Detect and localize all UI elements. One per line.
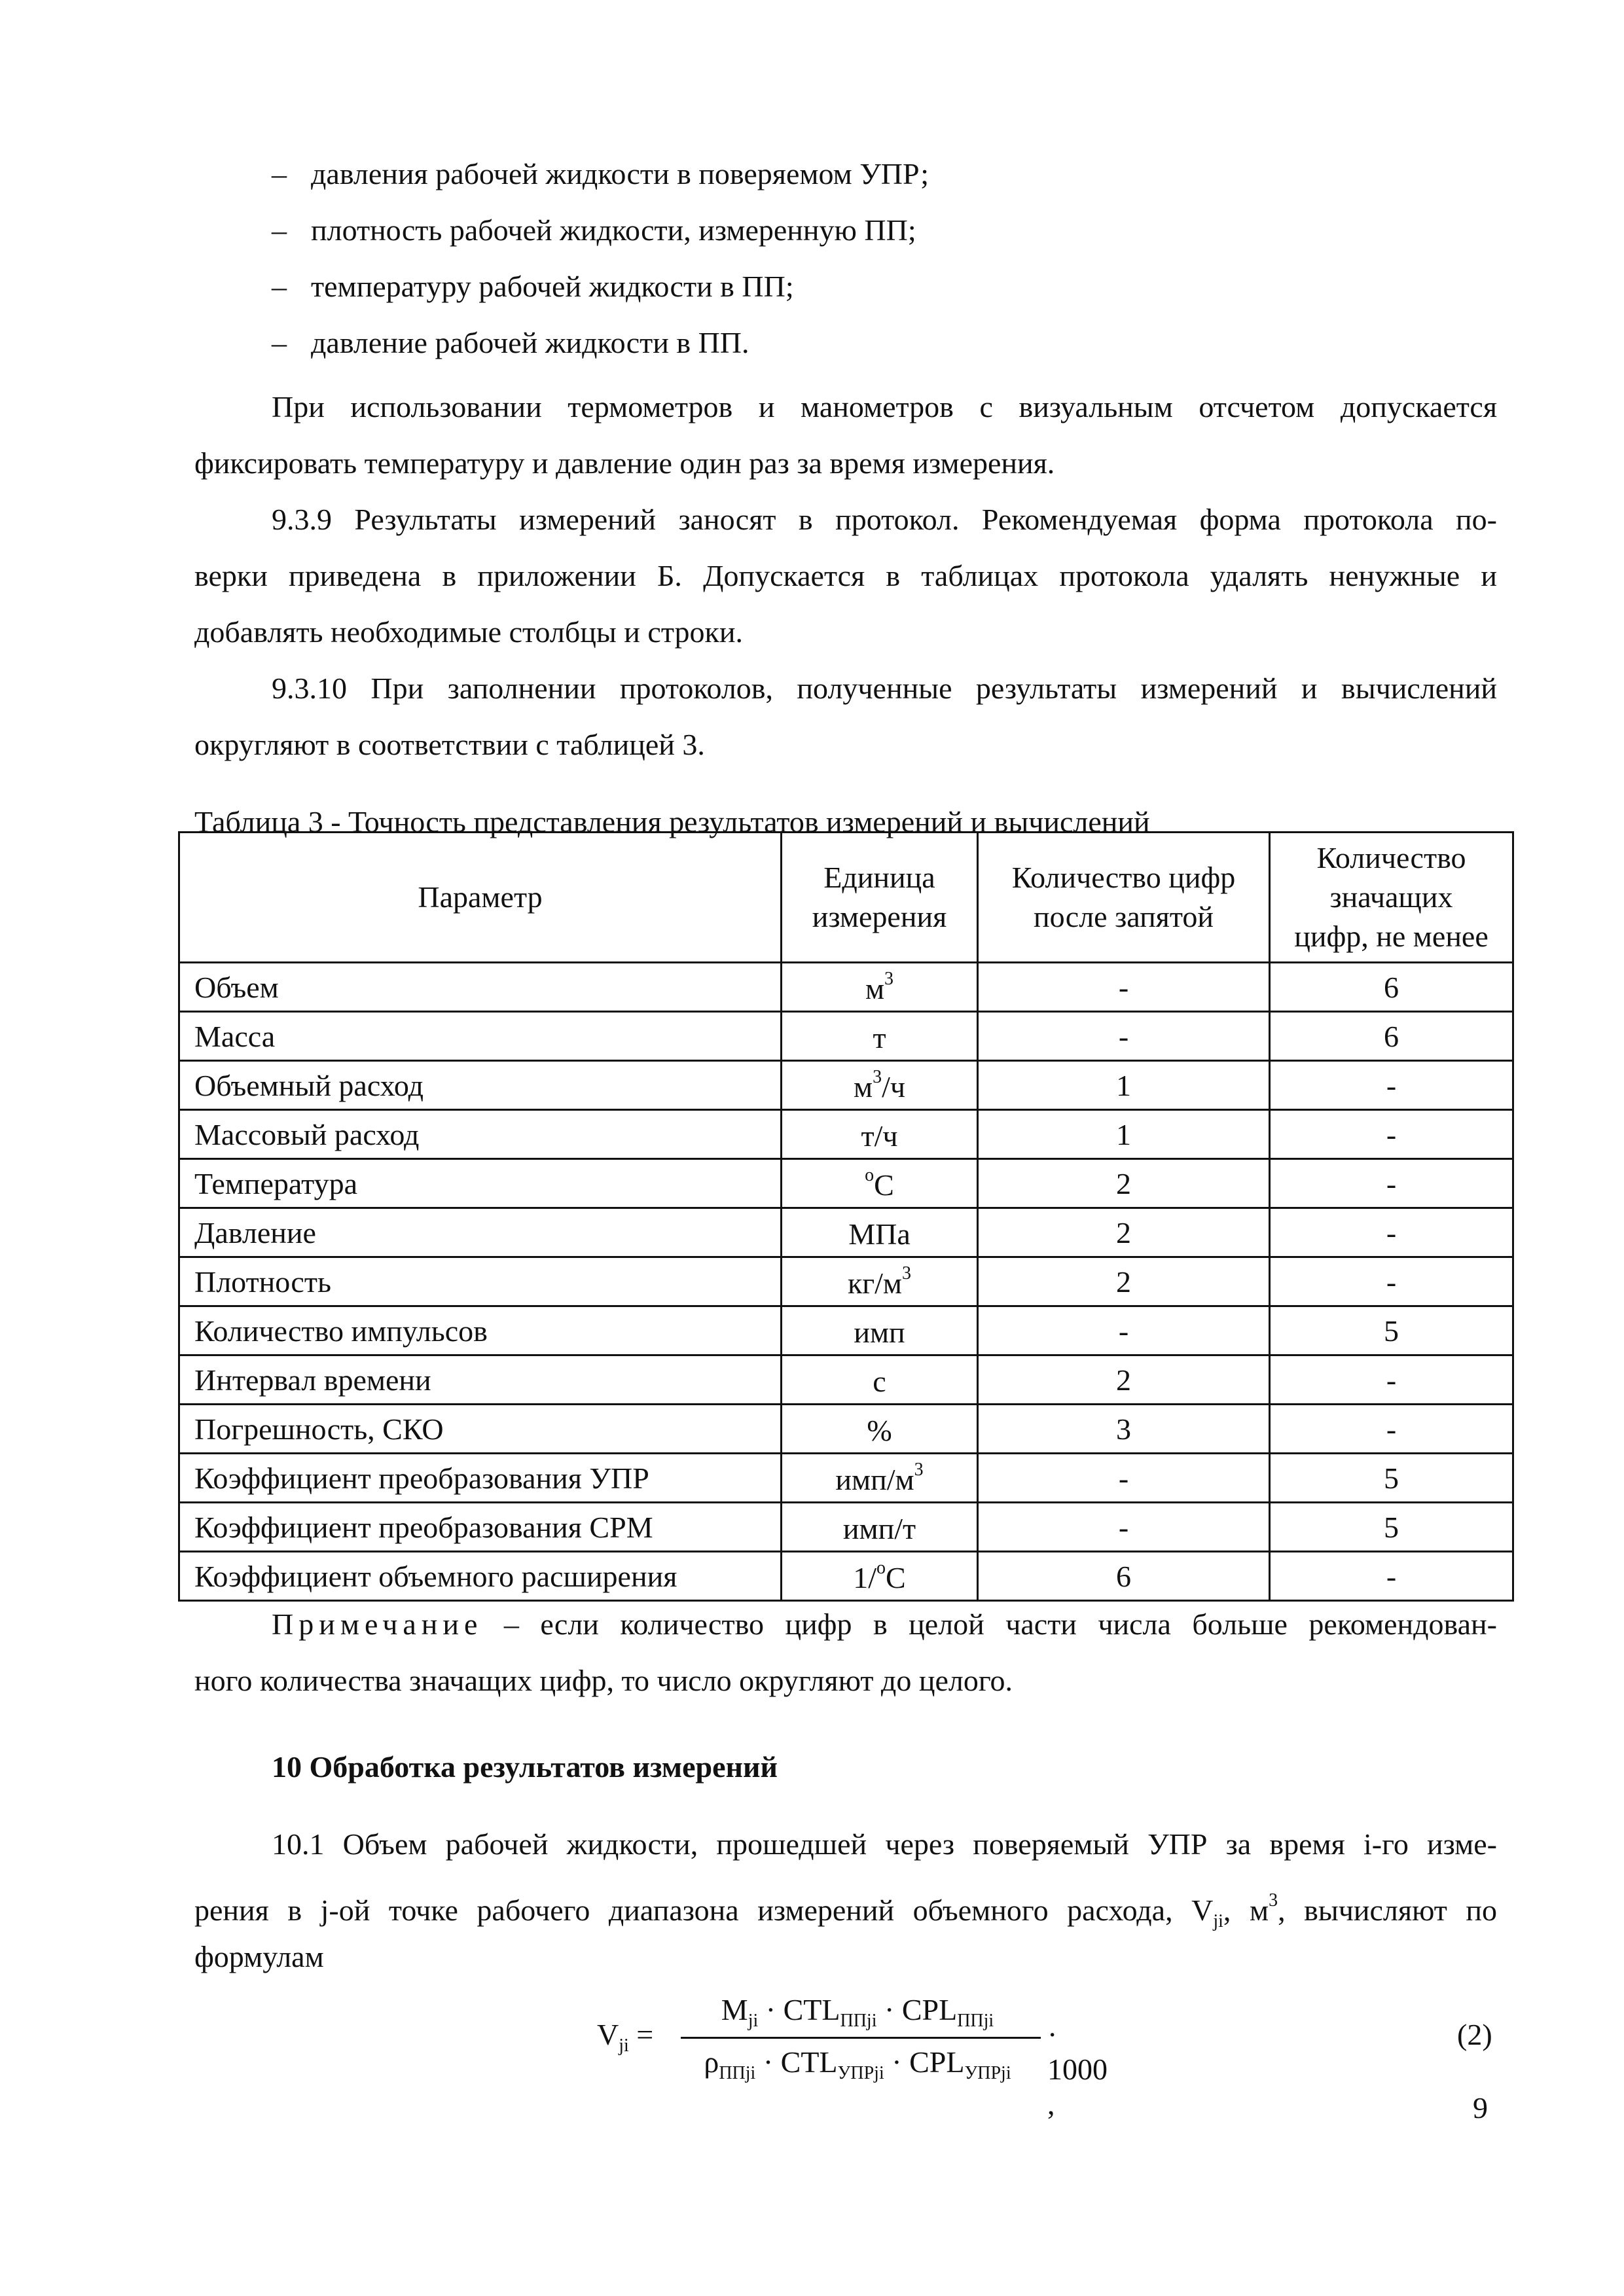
significant-cell: - <box>1270 1257 1513 1306</box>
section-heading: 10 Обработка результатов измерений <box>272 1750 778 1784</box>
note-line: ного количества значащих цифр, то число округляют до целого. <box>194 1664 1013 1697</box>
param-cell: Объем <box>179 963 782 1012</box>
significant-cell: 6 <box>1270 963 1513 1012</box>
param-cell: Объемный расход <box>179 1061 782 1110</box>
list-item-text: температуру рабочей жидкости в ПП; <box>311 270 794 303</box>
decimals-cell: - <box>978 1454 1270 1503</box>
unit-cell: 1/$^о$С <box>782 1552 978 1601</box>
unit-cell: $^о$С <box>782 1159 978 1208</box>
table-row <box>179 1405 1513 1454</box>
param-cell: Масса <box>179 1012 782 1061</box>
significant-cell: - <box>1270 1061 1513 1110</box>
table-row <box>179 1503 1513 1552</box>
significant-cell: 5 <box>1270 1503 1513 1552</box>
significant-cell: - <box>1270 1355 1513 1405</box>
list-item-text: плотность рабочей жидкости, измеренную ПП; <box>311 213 916 247</box>
paragraph-line: При использовании термометров и манометров с визуальным отсчетом допускается <box>272 390 1497 423</box>
significant-cell: - <box>1270 1405 1513 1454</box>
decimals-cell: - <box>978 1306 1270 1355</box>
list-item-text: давление рабочей жидкости в ПП. <box>311 326 749 359</box>
param-cell: Коэффициент преобразования УПР <box>179 1454 782 1503</box>
table-row <box>179 1454 1513 1503</box>
paragraph-line: рения в j-ой точке рабочего диапазона измерений объемного расхода, $V_{ji}$, $м^3$, вычисляют по <box>194 1890 1498 1931</box>
table-caption: Таблица 3 - Точность представления результатов измерений и вычислений <box>194 805 1150 838</box>
decimals-cell: 6 <box>978 1552 1270 1601</box>
table-row <box>179 1110 1513 1159</box>
unit-cell: имп <box>782 1306 978 1355</box>
bullet-dash: – <box>272 270 287 303</box>
formula-denominator: $\rho_{ППji} \cdot CTL_{УПРji} \cdot CPL_{УПРji}$ <box>704 2045 1011 2083</box>
param-cell: Количество импульсов <box>179 1306 782 1355</box>
significant-cell: - <box>1270 1110 1513 1159</box>
significant-cell: 5 <box>1270 1454 1513 1503</box>
param-cell: Погрешность, СКО <box>179 1405 782 1454</box>
unit-cell: с <box>782 1355 978 1405</box>
note-text: – если количество цифр в целой части числа больше рекомендован- <box>503 1607 1497 1641</box>
param-cell: Интервал времени <box>179 1355 782 1405</box>
decimals-cell: - <box>978 1503 1270 1552</box>
list-item <box>272 211 916 250</box>
unit-cell: имп/т <box>782 1503 978 1552</box>
unit-cell: т <box>782 1012 978 1061</box>
unit-cell: МПа <box>782 1208 978 1257</box>
table-row <box>179 1159 1513 1208</box>
list-item <box>272 154 929 194</box>
param-cell: Плотность <box>179 1257 782 1306</box>
significant-cell: - <box>1270 1159 1513 1208</box>
paragraph-line: верки приведена в приложении Б. Допускается в таблицах протокола удалять ненужные и <box>194 559 1497 592</box>
paragraph-line: фиксировать температуру и давление один раз за время измерения. <box>194 446 1055 480</box>
header-significant: Количество значащих цифр, не менее <box>1270 833 1513 963</box>
paragraph-line: формулам <box>194 1940 324 1973</box>
decimals-cell: 2 <box>978 1257 1270 1306</box>
unit-cell: % <box>782 1405 978 1454</box>
paragraph-line: 10.1 Объем рабочей жидкости, прошедшей через поверяемый УПР за время i-го изме- <box>272 1827 1497 1861</box>
table-header-row <box>179 833 1513 963</box>
note-line <box>272 1605 1497 1644</box>
table-row <box>179 1061 1513 1110</box>
formula-numerator: $M_{ji} \cdot CTL_{ППji} \cdot CPL_{ППji}$ <box>721 1993 994 2031</box>
table-row <box>179 1306 1513 1355</box>
bullet-dash: – <box>272 157 287 190</box>
decimals-cell: 1 <box>978 1110 1270 1159</box>
fraction-bar <box>681 2037 1041 2039</box>
list-item-text: давления рабочей жидкости в поверяемом УПР; <box>311 157 929 190</box>
header-unit: Единица измерения <box>782 833 978 963</box>
unit-cell: $кг/м^3$ <box>782 1257 978 1306</box>
param-cell: Коэффициент преобразования СРМ <box>179 1503 782 1552</box>
table-row <box>179 1355 1513 1405</box>
decimals-cell: 2 <box>978 1208 1270 1257</box>
significant-cell: 6 <box>1270 1012 1513 1061</box>
decimals-cell: - <box>978 963 1270 1012</box>
page-number: 9 <box>1473 2091 1488 2125</box>
equation-number: (2) <box>1457 2018 1492 2051</box>
formula-lhs: $V_{ji}$ = <box>597 2018 654 2056</box>
list-item <box>272 323 749 363</box>
table-row <box>179 1012 1513 1061</box>
paragraph-line: округляют в соответствии с таблицей 3. <box>194 728 705 761</box>
precision-table <box>178 831 1514 1602</box>
decimals-cell: - <box>978 1012 1270 1061</box>
paragraph-line: 9.3.10 При заполнении протоколов, полученные результаты измерений и вычислений <box>272 672 1497 705</box>
table-row <box>179 1208 1513 1257</box>
unit-cell: имп/$м^3$ <box>782 1454 978 1503</box>
significant-cell: - <box>1270 1208 1513 1257</box>
significant-cell: - <box>1270 1552 1513 1601</box>
header-decimals: Количество цифр после запятой <box>978 833 1270 963</box>
bullet-dash: – <box>272 326 287 359</box>
paragraph-line: добавлять необходимые столбцы и строки. <box>194 615 743 649</box>
significant-cell: 5 <box>1270 1306 1513 1355</box>
unit-cell: т/ч <box>782 1110 978 1159</box>
unit-cell: $м^3/ч$ <box>782 1061 978 1110</box>
decimals-cell: 2 <box>978 1159 1270 1208</box>
bullet-dash: – <box>272 213 287 247</box>
unit-cell: $м^3$ <box>782 963 978 1012</box>
param-cell: Коэффициент объемного расширения <box>179 1552 782 1601</box>
table-row <box>179 963 1513 1012</box>
param-cell: Давление <box>179 1208 782 1257</box>
table-row <box>179 1257 1513 1306</box>
param-cell: Температура <box>179 1159 782 1208</box>
paragraph-line: 9.3.9 Результаты измерений заносят в протокол. Рекомендуемая форма протокола по- <box>272 503 1497 536</box>
formula-tail: · 1000 , <box>1047 2018 1108 2121</box>
list-item <box>272 267 794 306</box>
decimals-cell: 2 <box>978 1355 1270 1405</box>
decimals-cell: 1 <box>978 1061 1270 1110</box>
header-param: Параметр <box>179 833 782 963</box>
param-cell: Массовый расход <box>179 1110 782 1159</box>
note-label: Примечание <box>272 1607 483 1641</box>
table-row <box>179 1552 1513 1601</box>
decimals-cell: 3 <box>978 1405 1270 1454</box>
volume-formula <box>589 1990 1113 2121</box>
